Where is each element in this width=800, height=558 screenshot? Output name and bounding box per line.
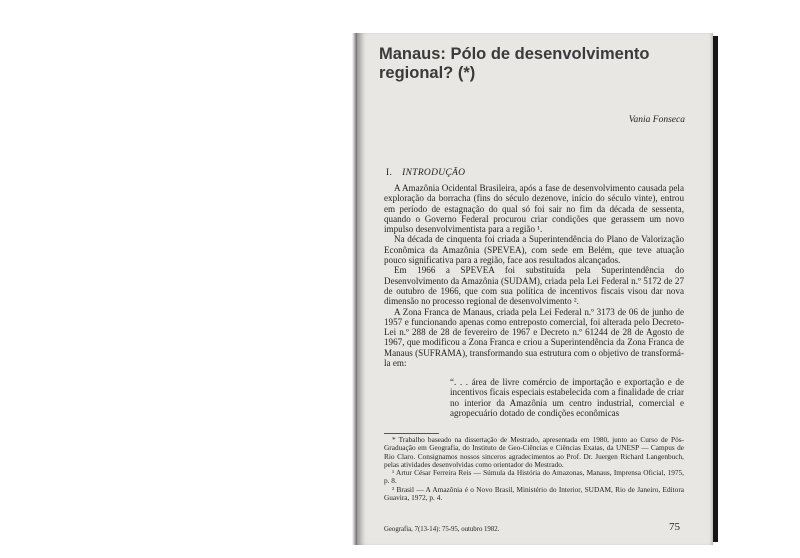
section-title: INTRODUÇÃO [402,168,466,178]
journal-citation: Geografia, 7(13-14): 75-95, outubro 1982. [384,526,500,533]
body-text [384,183,684,368]
footnotes [384,436,684,502]
page-number: 75 [669,521,680,533]
block-quote: “. . . área de livre comércio de importação e exportação e de incentivos ficais especiais estabelecida com a finalidade de criar no interior da Amazônia um centro industrial, comercial e agropecuário dotado de condições econômicas [450,377,684,419]
footnote: ² Brasil — A Amazônia é o Novo Brasil, Ministério do Interior, SUDAM, Rio de Janeiro, Editora Guavira, 1972, p. 4. [384,484,684,503]
paragraph: Na década de cinquenta foi criada a Superintendência do Plano de Valorização Econômica da Amazônia (SPEVEA), com sede em Belém, que teve atuação pouco significativa para a região, face aos resultados alcançados. [384,234,684,266]
paragraph: A Zona Franca de Manaus, criada pela Lei Federal n.º 3173 de 06 de junho de 1957 e funcionando apenas como entreposto comercial, foi alterada pelo Decreto-Lei n.º 288 de 28 de fevereiro de 1967 e Decreto n.º 61244 de 28 de Agosto de 1967, que modificou a Zona Franca e criou a Superintendência da Zona Franca de Manaus (SUFRAMA), transformando sua estrutura com o objetivo de transformá-la em: [384,306,684,369]
footnote: * Trabalho baseado na dissertação de Mestrado, apresentada em 1980, junto ao Curso de Pós-Graduação em Geografia, do Instituto de Geo-Ciências e Ciências Exatas, da UNESP — Campus de Rio Claro. Consignamos nossos sinceros agradecimentos ao Prof. Dr. Juergen Richard Langenbuch, pelas atividades desenvolvidas como orientador do Mestrado. [384,435,684,469]
section-heading [386,168,465,178]
section-number: I. [386,168,393,178]
paragraph: A Amazônia Ocidental Brasileira, após a fase de desenvolvimento causada pela exploração da borracha (fins do século dezenove, início do século vinte), entrou em período de estagnação do qual só foi sair no fim da década de sessenta, quando o Governo Federal procurou criar condições que gerassem um novo impulso desenvolvimentista para a região ¹. [384,183,684,235]
scanned-page [357,33,713,545]
footnote-divider [384,433,439,434]
paragraph: Em 1966 a SPEVEA foi substituída pela Superintendência do Desenvolvimento da Amazônia (SUDAM), criada pela Lei Federal n.º 5172 de 27 de outubro de 1966, que com sua política de incentivos fiscais visou dar nova dimensão no processo regional de desenvolvimento ². [384,265,684,307]
footnote: ¹ Artur César Ferreira Reis — Súmula da História do Amazonas, Manaus, Imprensa Oficial, 1975, p. 8. [384,468,684,486]
article-title: Manaus: Pólo de desenvolvimento regional? (*) [379,45,650,82]
article-author: Vania Fonseca [628,115,685,125]
